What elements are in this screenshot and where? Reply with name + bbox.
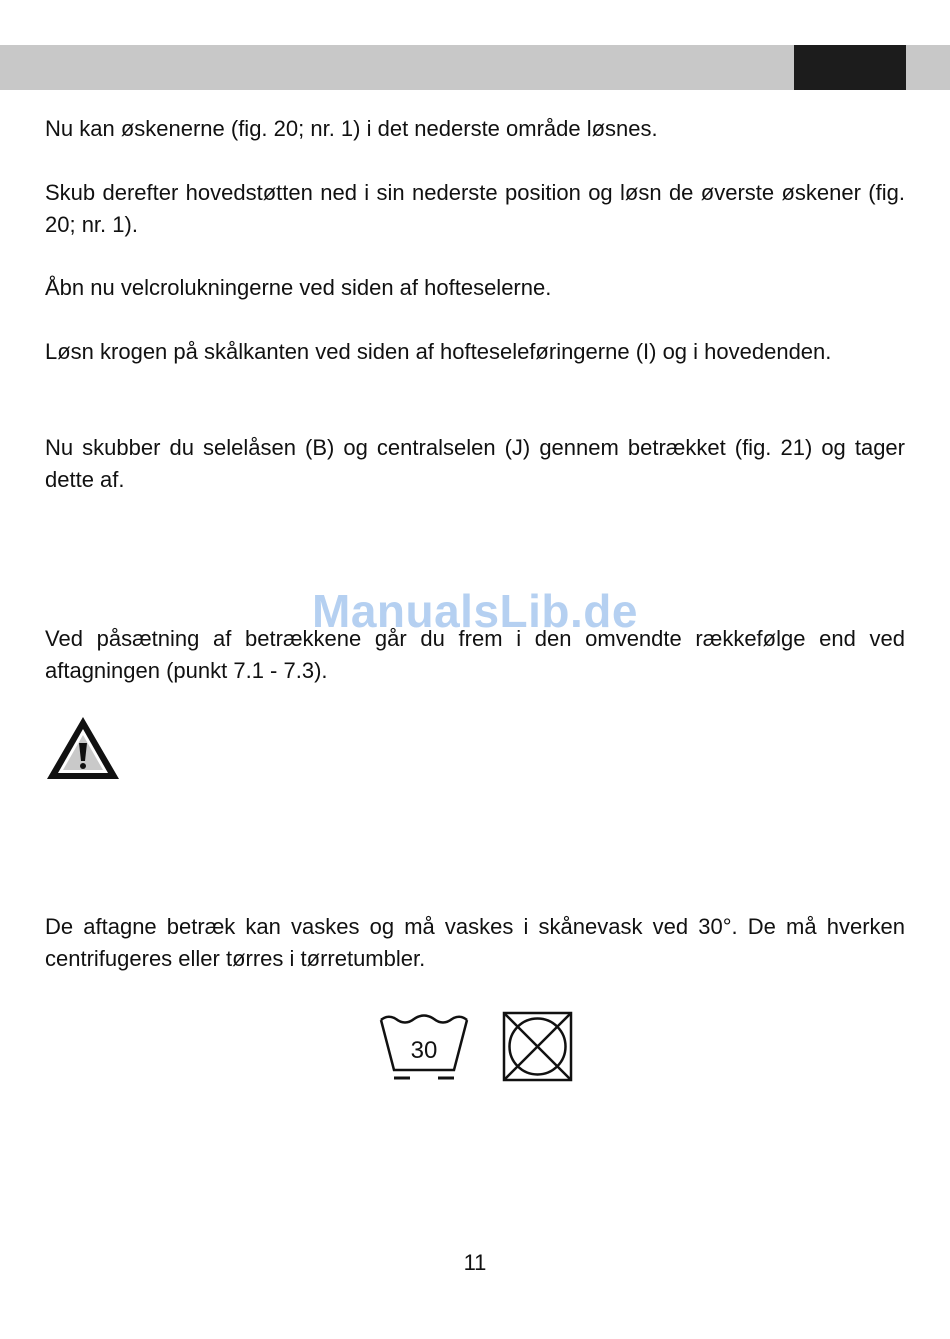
paragraph-4: Løsn krogen på skålkanten ved siden af hofteseleføringerne (I) og i hovedenden. [45,339,832,364]
warning-triangle-icon [45,715,121,781]
page-number: 11 [463,1250,487,1275]
paragraph-2: Skub derefter hovedstøtten ned i sin nederste position og løsn de øverste øskener (fig. 20; nr. 1). [45,180,905,237]
paragraph-1: Nu kan øskenerne (fig. 20; nr. 1) i det nederste område løsnes. [45,116,658,141]
paragraph-6: Ved påsætning af betrækkene går du frem i den omvendte rækkefølge end ved aftagningen (punkt 7.1 - 7.3). [45,626,905,683]
watermark: ManualsLib.de [312,585,638,637]
header-tab-block [794,45,906,90]
wash-30-icon [378,1012,470,1082]
paragraph-3: Åbn nu velcrolukningerne ved siden af hofteselerne. [45,275,552,300]
no-tumble-dry-icon [500,1010,575,1083]
paragraph-7: De aftagne betræk kan vaskes og må vaskes i skånevask ved 30°. De må hverken centrifugeres eller tørres i tørretumbler. [45,914,905,971]
paragraph-5: Nu skubber du selelåsen (B) og centralselen (J) gennem betrækket (fig. 21) og tager dette af. [45,435,905,492]
wash-temperature-label: 30 [410,1037,438,1064]
